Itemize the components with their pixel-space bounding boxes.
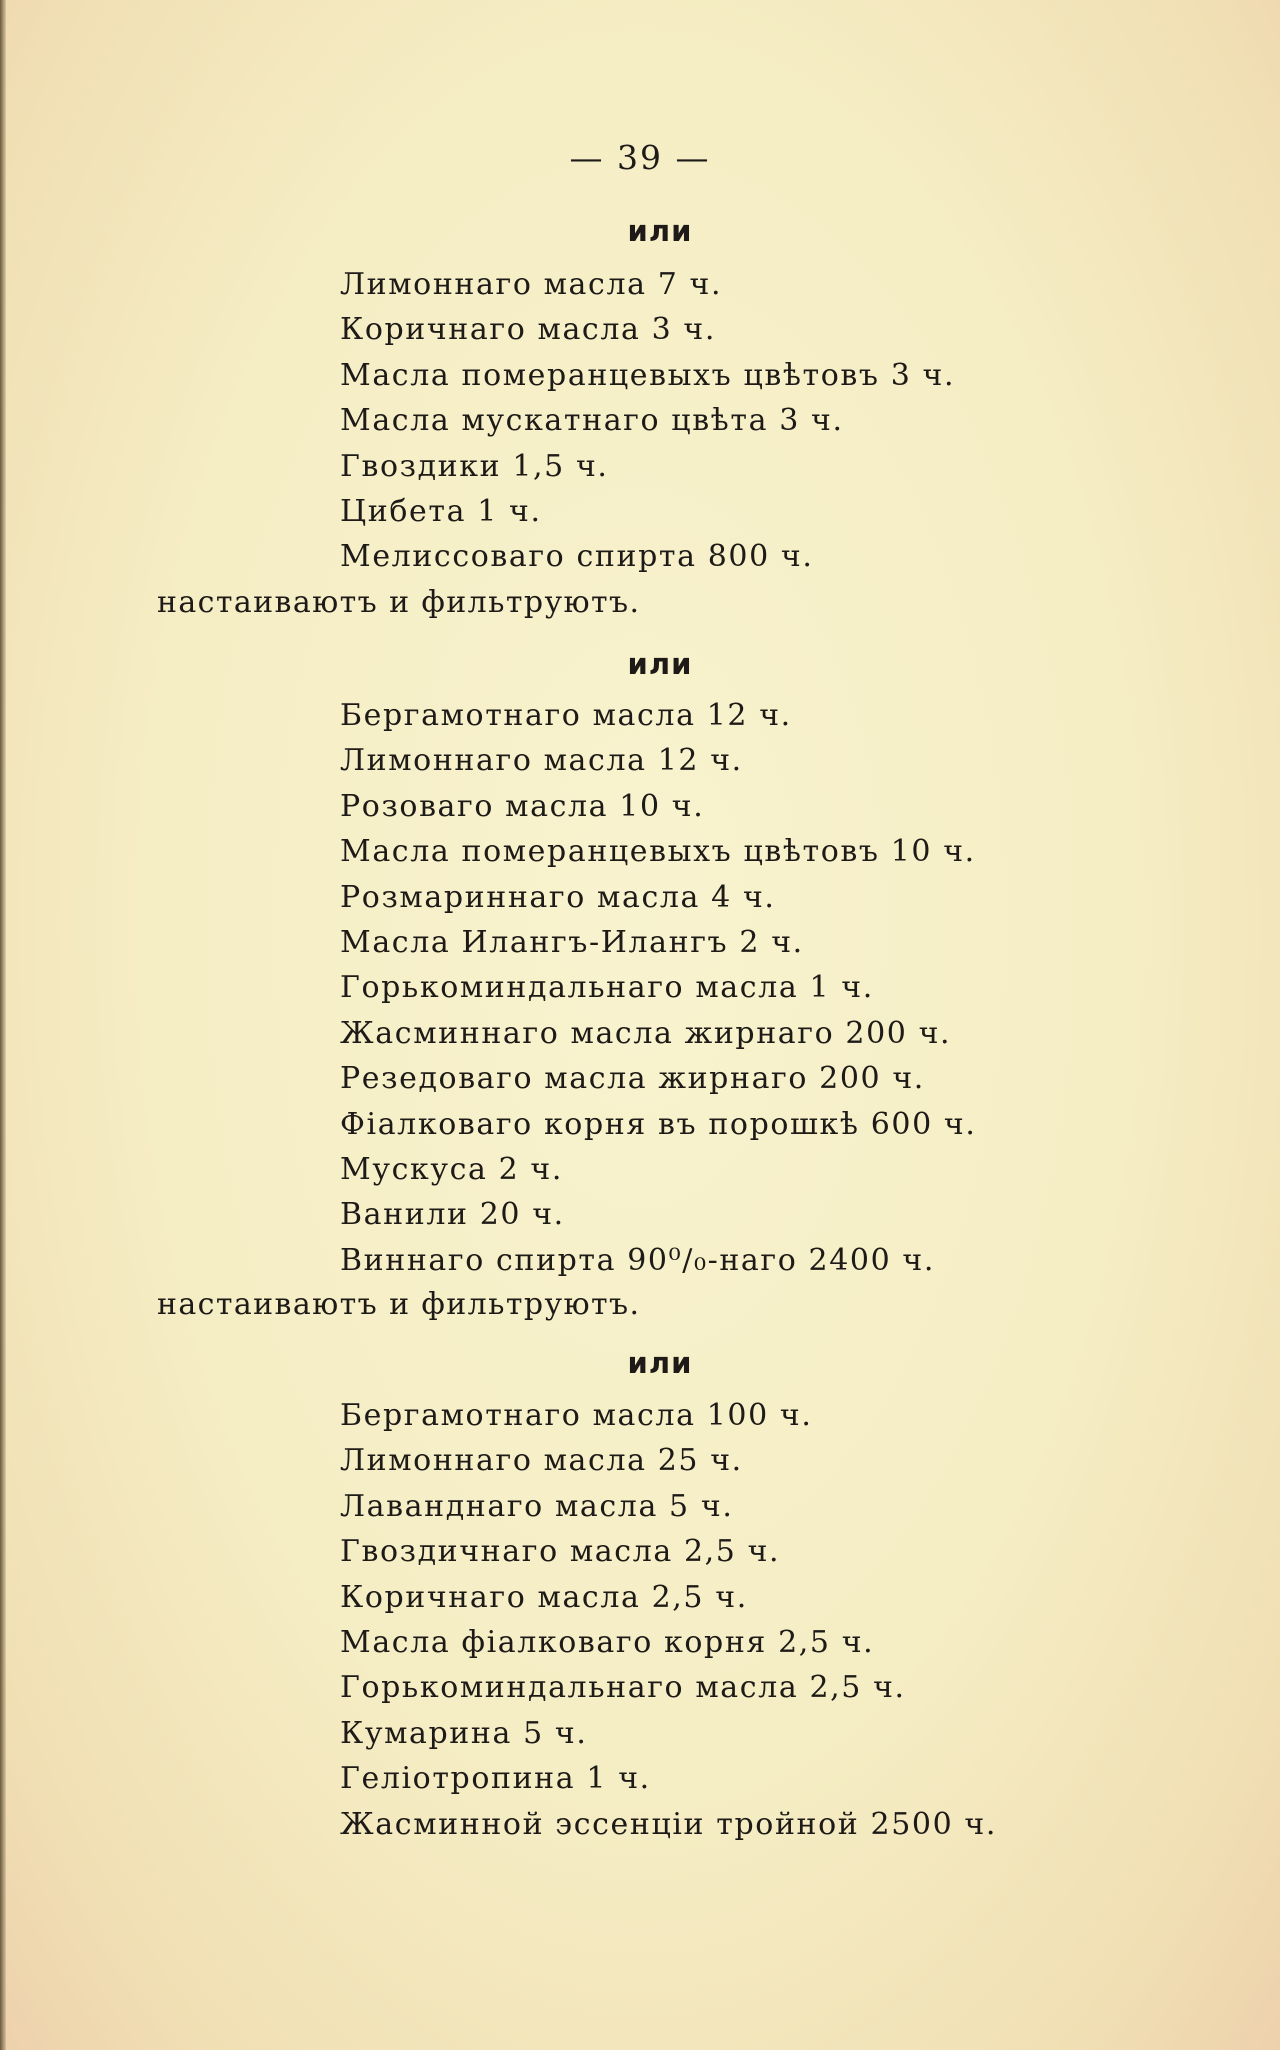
ingredient-line: Горькоминдальнаго масла 2,5 ч.: [340, 1670, 906, 1706]
ingredient-list: [340, 693, 977, 1283]
section-heading: или: [627, 647, 693, 681]
ingredient-line: Бергамотнаго масла 100 ч.: [340, 1398, 813, 1433]
ingredient-line: Розмариннаго масла 4 ч.: [340, 879, 776, 915]
ingredient-line: Масла померанцевыхъ цвѣтовъ 10 ч.: [340, 834, 976, 870]
ingredient-line: Коричнаго масла 2,5 ч.: [340, 1579, 748, 1615]
ingredient-line: Лимоннаго масла 12 ч.: [340, 743, 743, 779]
ingredient-line: Резедоваго масла жирнаго 200 ч.: [340, 1061, 925, 1097]
section-heading: или: [627, 1346, 693, 1380]
page-spine-edge: [0, 0, 6, 2050]
ingredient-line: Масла мускатнаго цвѣта 3 ч.: [340, 403, 844, 439]
ingredient-line: Фіалковаго корня въ порошкѣ 600 ч.: [340, 1106, 977, 1142]
ingredient-line: Ванили 20 ч.: [340, 1197, 565, 1233]
ingredient-line: Мелиссоваго спирта 800 ч.: [340, 539, 814, 575]
ingredient-line: Жасминнаго масла жирнаго 200 ч.: [340, 1015, 952, 1051]
ingredient-list: [340, 262, 955, 580]
ingredient-line: Гвоздики 1,5 ч.: [340, 448, 609, 484]
ingredient-line: Цибета 1 ч.: [340, 493, 542, 529]
ingredient-line: Горькоминдальнаго масла 1 ч.: [340, 970, 874, 1006]
section-heading: или: [627, 214, 693, 248]
ingredient-line: Мускуса 2 ч.: [340, 1151, 563, 1187]
ingredient-line: Гвоздичнаго масла 2,5 ч.: [340, 1534, 781, 1570]
ingredient-list: [340, 1393, 997, 1847]
ingredient-line: Розоваго масла 10 ч.: [340, 788, 705, 824]
ingredient-line: Лимоннаго масла 25 ч.: [340, 1443, 743, 1479]
ingredient-line: Масла Илангъ-Илангъ 2 ч.: [340, 924, 804, 960]
ingredient-line: Лимоннаго масла 7 ч.: [340, 267, 723, 302]
ingredient-line: Геліотропина 1 ч.: [340, 1761, 651, 1797]
ingredient-line: Масла померанцевыхъ цвѣтовъ 3 ч.: [340, 357, 956, 393]
ingredient-line: Кумарина 5 ч.: [340, 1715, 588, 1751]
ingredient-line: Лаванднаго масла 5 ч.: [340, 1488, 734, 1524]
page-number: — 39 —: [569, 138, 711, 177]
ingredient-line: Виннаго спирта 90⁰/₀-наго 2400 ч.: [340, 1242, 935, 1278]
ingredient-line: Жасминной эссенціи тройной 2500 ч.: [340, 1806, 997, 1842]
instruction-line: настаиваютъ и фильтруютъ.: [157, 1287, 641, 1322]
ingredient-line: Коричнаго масла 3 ч.: [340, 312, 717, 348]
instruction-line: настаиваютъ и фильтруютъ.: [157, 585, 641, 620]
ingredient-line: Масла фіалковаго корня 2,5 ч.: [340, 1624, 875, 1660]
ingredient-line: Бергамотнаго масла 12 ч.: [340, 698, 792, 733]
